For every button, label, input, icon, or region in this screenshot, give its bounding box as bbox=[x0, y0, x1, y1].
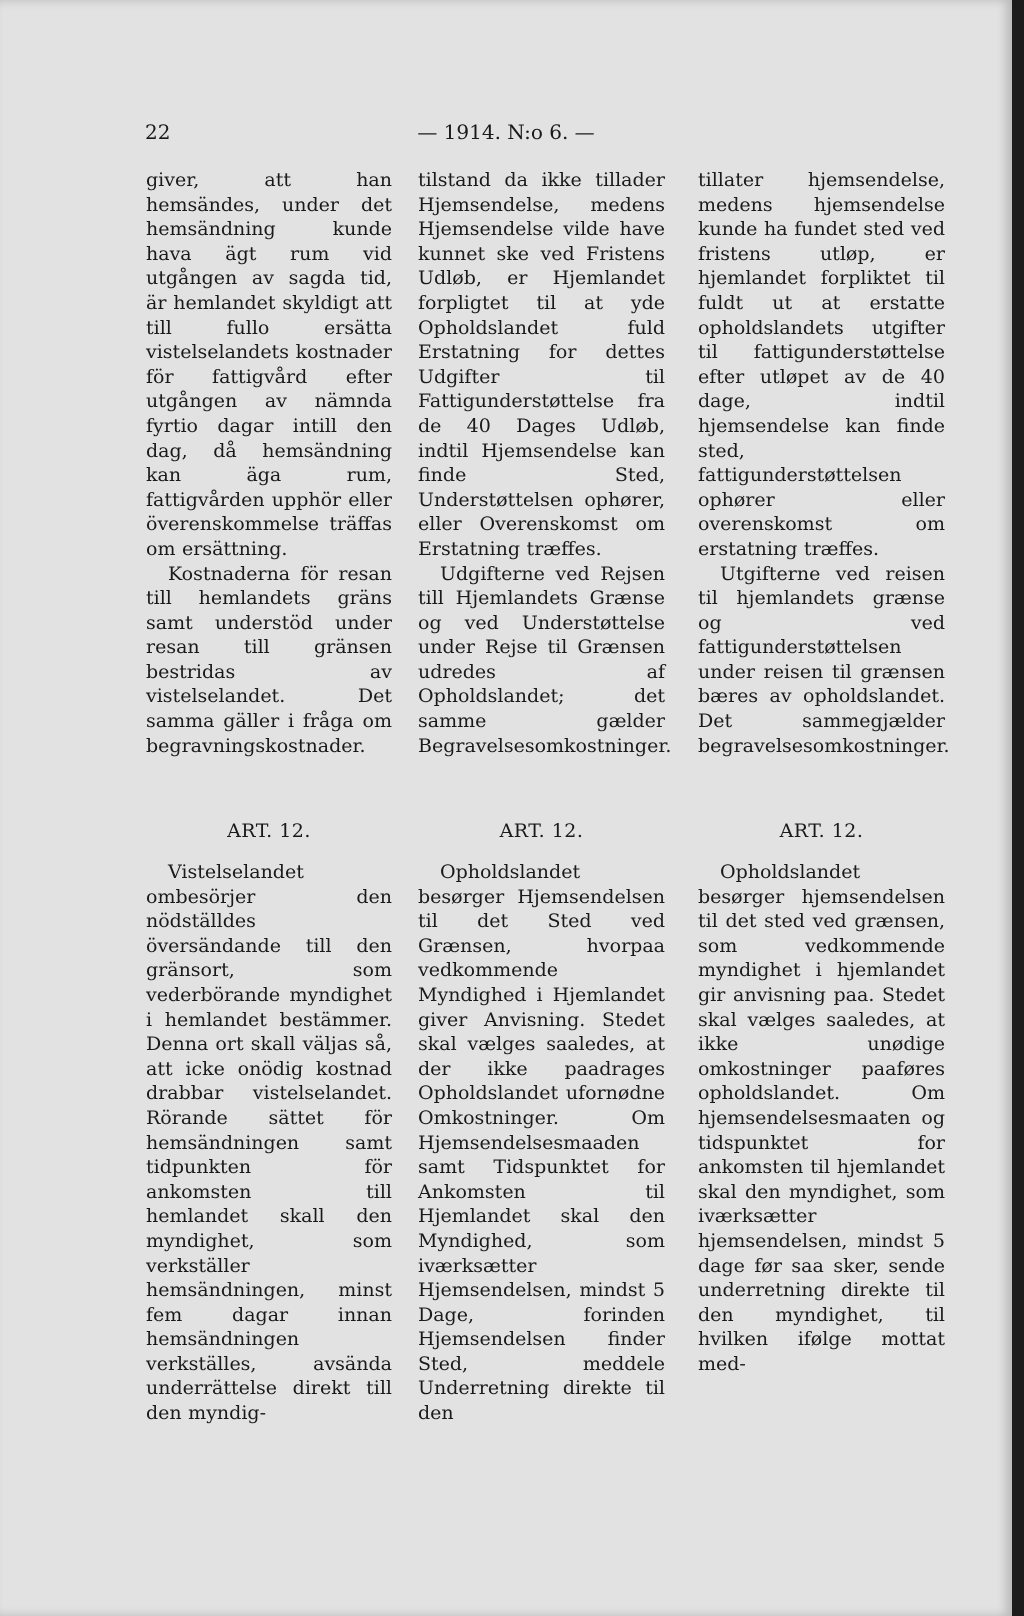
danish-column-top bbox=[418, 168, 672, 758]
paragraph: Opholdslandet besørger Hjemsendelsen til det Sted ved Grænsen, hvorpaa vedkommende Myndighed i Hjemlandet giver Anvisning. Stedet skal vælges saaledes, at der ikke paadrages Opholdslandet ufornødne Omkostninger. Om Hjemsendelsesmaaden samt Tidspunktet for Ankomsten til Hjemlandet skal den Myndighed, som iværksætter Hjemsendelsen, mindst 5 Dage, forinden Hjemsendelsen finder Sted, meddele Underretning direkte til den bbox=[418, 861, 665, 1425]
article-heading-danish: ART. 12. bbox=[499, 820, 584, 842]
paragraph: tilstand da ikke tillader Hjemsendelse, medens Hjemsendelse vilde have kunnet ske ved Fristens Udløb, er Hjemlandet forpligtet til at yde Opholdslandet fuld Erstatning for dettes Udgifter til Fattigunderstøttelse fra de 40 Dages Udløb, indtil Hjemsendelse kan finde Sted, Understøttelsen ophører, eller Overenskomst om Erstatning træffes. bbox=[418, 169, 665, 560]
paragraph: Udgifterne ved Rejsen till Hjemlandets Grænse og ved Understøttelse under Rejse til Grænsen udredes af Opholdslandet; det samme gælder Begravelsesomkostninger. bbox=[418, 562, 672, 757]
scan-edge bbox=[1012, 0, 1024, 1616]
swedish-column-bottom bbox=[146, 860, 392, 1426]
article-heading-norwegian: ART. 12. bbox=[779, 820, 864, 842]
paragraph: tillater hjemsendelse, medens hjemsendelse kunde ha fundet sted ved fristens utløp, er hjemlandet forpliktet til fuldt ut at erstatte opholdslandets utgifter til fattigunderstøttelse efter utløpet av de 40 dage, indtil hjemsendelse kan finde sted, fattigunderstøttelsen ophører eller overenskomst om erstatning træffes. bbox=[698, 169, 945, 560]
running-title: — 1914. N:o 6. — bbox=[417, 120, 595, 144]
page-header bbox=[0, 120, 1012, 150]
danish-column-bottom bbox=[418, 860, 665, 1426]
page-number: 22 bbox=[145, 120, 171, 144]
norwegian-column-top bbox=[698, 168, 950, 758]
paragraph: Opholdslandet besørger hjemsendelsen til det sted ved grænsen, som vedkommende myndighet i hjemlandet gir anvisning paa. Stedet skal vælges saaledes, at ikke unødige omkostninger paaføres opholdslandet. Om hjemsendelsesmaaten og tidspunktet for ankomsten til hjemlandet skal den myndighet, som iværksætter hjemsendelsen, mindst 5 dage før saa sker, sende underretning direkte til den myndighet, til hvilken ifølge mottat med- bbox=[698, 861, 945, 1375]
paragraph: Kostnaderna för resan till hemlandets gräns samt understöd under resan till gränsen bestridas av vistelselandet. Det samma gäller i fråga om begravningskostnader. bbox=[146, 562, 392, 757]
norwegian-column-bottom bbox=[698, 860, 945, 1376]
paragraph: Vistelselandet ombesörjer den nödställdes översändande till den gränsort, som vederbörande myndighet i hemlandet bestämmer. Denna ort skall väljas så, att icke onödig kostnad drabbar vistelselandet. Rörande sättet för hemsändningen samt tidpunkten för ankomsten till hemlandet skall den myndighet, som verkställer hemsändningen, minst fem dagar innan hemsändningen verkställes, avsända underrättelse direkt till den myndig- bbox=[146, 861, 392, 1425]
article-heading-swedish: ART. 12. bbox=[227, 820, 311, 842]
paragraph: Utgifterne ved reisen til hjemlandets grænse og ved fattigunderstøttelsen under reisen til grænsen bæres av opholdslandet. Det sammegjælder begravelsesomkostninger. bbox=[698, 562, 950, 757]
paragraph: giver, att han hemsändes, under det hemsändning kunde hava ägt rum vid utgången av sagda tid, är hemlandet skyldigt att till fullo ersätta vistelselandets kostnader för fattigvård efter utgången av nämnda fyrtio dagar intill den dag, då hemsändning kan äga rum, fattigvården upphör eller överenskommelse träffas om ersättning. bbox=[146, 169, 392, 560]
swedish-column-top bbox=[146, 168, 392, 758]
